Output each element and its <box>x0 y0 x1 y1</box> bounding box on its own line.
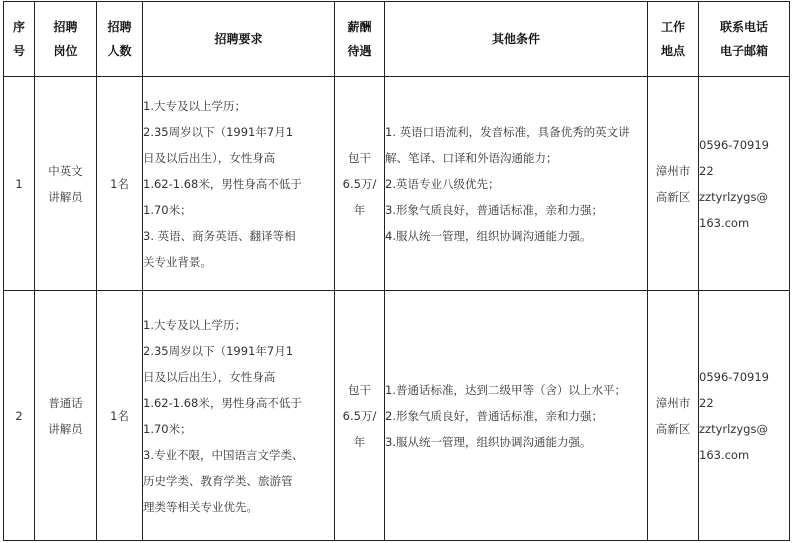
header-seq <box>4 2 35 77</box>
table-row <box>4 77 790 291</box>
location-text: 高新区 <box>655 421 691 436</box>
salary-text: 年 <box>353 434 366 449</box>
header-text: 序 <box>12 20 25 34</box>
count-text: 1名 <box>110 176 129 191</box>
position-text: 中英文 <box>48 163 83 178</box>
requirement-line: 理类等相关专业优先。 <box>143 499 258 514</box>
requirement-line: 3.专业不限，中国语言文学类、 <box>143 447 304 462</box>
header-text: 其他条件 <box>491 32 540 46</box>
condition-item: 2.英语专业八级优先； <box>385 176 500 191</box>
header-count <box>97 2 143 77</box>
position-cell <box>35 77 97 291</box>
header-text: 联系电话 <box>719 20 768 34</box>
requirement-line: 1.70米； <box>143 421 192 436</box>
salary-text: 年 <box>353 202 366 217</box>
header-row <box>4 2 790 77</box>
position-text: 普通话 <box>48 395 83 410</box>
location-text: 漳州市 <box>655 395 691 410</box>
header-contact <box>699 2 790 77</box>
requirement-line: 日及以后出生），女性身高 <box>143 150 276 165</box>
requirement-line: 3. 英语、商务英语、翻译等相 <box>143 228 296 243</box>
header-other-conditions <box>385 2 648 77</box>
position-cell <box>35 291 97 541</box>
contact-cell <box>699 291 790 541</box>
seq-number: 2 <box>15 408 23 423</box>
header-requirements <box>143 2 335 77</box>
other-conditions-cell <box>385 77 648 291</box>
count-cell <box>97 291 143 541</box>
header-text: 号 <box>12 44 25 58</box>
salary-text: 包干 <box>348 382 371 397</box>
requirement-line: 2.35周岁以下（1991年7月1 <box>143 124 294 139</box>
location-text: 高新区 <box>655 189 691 204</box>
phone-text: 0596-70919 <box>699 137 769 152</box>
header-text: 工作 <box>660 20 685 34</box>
contact-cell <box>699 77 790 291</box>
phone-text: 22 <box>699 163 714 178</box>
email-text: zztyrlzygs@ <box>699 421 768 436</box>
requirement-line: 1.62-1.68米，男性身高不低于 <box>143 176 302 191</box>
header-salary <box>335 2 385 77</box>
requirement-line: 1.大专及以上学历； <box>143 98 246 113</box>
count-cell <box>97 77 143 291</box>
requirement-line: 历史学类、教育学类、旅游管 <box>143 473 293 488</box>
position-text: 讲解员 <box>48 421 83 436</box>
requirements-cell <box>143 77 335 291</box>
email-text: zztyrlzygs@ <box>699 189 768 204</box>
condition-item: 2.形象气质良好，普通话标准，亲和力强； <box>385 408 603 423</box>
other-conditions-cell <box>385 291 648 541</box>
condition-item: 3.形象气质良好，普通话标准，亲和力强； <box>385 202 603 217</box>
header-text: 人数 <box>107 44 132 58</box>
seq-cell <box>4 291 35 541</box>
salary-cell <box>335 291 385 541</box>
header-text: 招聘要求 <box>214 32 263 46</box>
header-text: 待遇 <box>347 44 372 58</box>
salary-cell <box>335 77 385 291</box>
header-text: 岗位 <box>53 44 78 58</box>
email-text: 163.com <box>699 215 750 230</box>
header-position <box>35 2 97 77</box>
seq-cell <box>4 77 35 291</box>
recruitment-table <box>3 1 790 541</box>
requirement-line: 1.70米； <box>143 202 192 217</box>
requirement-line: 1.大专及以上学历； <box>143 317 246 332</box>
seq-number: 1 <box>15 176 23 191</box>
count-text: 1名 <box>110 408 129 423</box>
header-text: 薪酬 <box>347 20 372 34</box>
requirement-line: 日及以后出生），女性身高 <box>143 369 276 384</box>
email-text: 163.com <box>699 447 750 462</box>
location-cell <box>648 77 699 291</box>
requirement-line: 1.62-1.68米，男性身高不低于 <box>143 395 302 410</box>
requirement-line: 关专业背景。 <box>143 254 212 269</box>
salary-text: 6.5万/ <box>342 408 377 423</box>
header-text: 电子邮箱 <box>719 44 768 58</box>
condition-item: 3.服从统一管理，组织协调沟通能力强。 <box>385 434 592 449</box>
location-cell <box>648 291 699 541</box>
requirements-cell <box>143 291 335 541</box>
table-row <box>4 291 790 541</box>
header-text: 招聘 <box>53 20 78 34</box>
requirement-line: 2.35周岁以下（1991年7月1 <box>143 343 294 358</box>
condition-item: 1.普通话标准，达到二级甲等（含）以上水平； <box>385 382 626 397</box>
phone-text: 0596-70919 <box>699 369 769 384</box>
condition-item: 4.服从统一管理，组织协调沟通能力强。 <box>385 228 592 243</box>
header-text: 地点 <box>660 44 685 58</box>
condition-item: 1. 英语口语流利，发音标准，具备优秀的英文讲解、笔译、口译和外语沟通能力； <box>385 124 630 165</box>
position-text: 讲解员 <box>48 189 83 204</box>
header-text: 招聘 <box>107 20 132 34</box>
salary-text: 6.5万/ <box>342 176 377 191</box>
header-location <box>648 2 699 77</box>
salary-text: 包干 <box>348 150 371 165</box>
location-text: 漳州市 <box>655 163 691 178</box>
phone-text: 22 <box>699 395 714 410</box>
